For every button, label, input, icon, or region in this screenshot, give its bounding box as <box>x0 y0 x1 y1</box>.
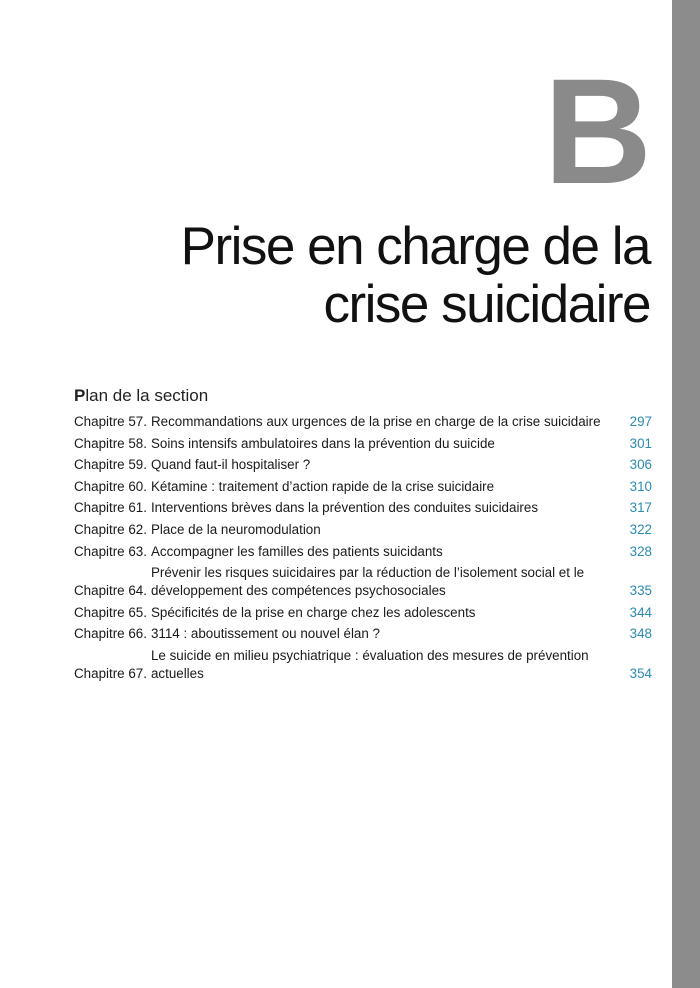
plan-heading-rest: lan de la section <box>85 386 209 405</box>
toc-entry-chapter-57[interactable] <box>74 413 652 431</box>
chapter-title: Soins intensifs ambulatoires dans la prévention du suicide <box>150 435 495 451</box>
chapter-page-number[interactable]: 354 <box>629 665 652 681</box>
section-title-line-1: Prise en charge de la <box>180 217 650 276</box>
toc-entry-chapter-61[interactable] <box>74 499 652 517</box>
toc-entry-chapter-63[interactable] <box>74 543 652 561</box>
toc-entry-chapter-60[interactable] <box>74 478 652 496</box>
chapter-label: Chapitre 63. <box>74 543 147 559</box>
plan-heading <box>74 386 208 406</box>
table-of-contents <box>74 413 652 687</box>
chapter-title: Place de la neuromodulation <box>150 521 321 537</box>
toc-entry-chapter-58[interactable] <box>74 435 652 453</box>
chapter-title: Le suicide en milieu psychiatrique : évaluation des mesures de prévention actuelles <box>150 647 589 681</box>
plan-heading-initial: P <box>74 386 86 405</box>
chapter-page-number[interactable]: 344 <box>629 604 652 620</box>
chapter-page-number[interactable]: 301 <box>629 435 652 451</box>
chapter-title: Interventions brèves dans la prévention des conduites suicidaires <box>150 500 539 516</box>
toc-entry-chapter-66[interactable] <box>74 625 652 643</box>
toc-entry-chapter-65[interactable] <box>74 604 652 622</box>
chapter-page-number[interactable]: 306 <box>629 457 652 473</box>
chapter-page-number[interactable]: 310 <box>629 478 652 494</box>
chapter-label: Chapitre 58. <box>74 435 147 451</box>
chapter-page-number[interactable]: 335 <box>629 583 652 599</box>
toc-entry-chapter-67[interactable] <box>74 647 652 683</box>
chapter-title: Spécificités de la prise en charge chez les adolescents <box>150 604 476 620</box>
chapter-label: Chapitre 57. <box>74 414 147 429</box>
chapter-page-number[interactable]: 328 <box>629 543 652 559</box>
section-title-line-2: crise suicidaire <box>323 275 650 334</box>
section-letter: B <box>543 47 650 215</box>
toc-entry-chapter-59[interactable] <box>74 456 652 474</box>
chapter-label: Chapitre 62. <box>74 521 147 537</box>
chapter-label: Chapitre 61. <box>74 500 147 516</box>
chapter-title: Quand faut-il hospitaliser ? <box>150 457 311 473</box>
chapter-label: Chapitre 65. <box>74 604 147 620</box>
chapter-page-number[interactable]: 322 <box>629 521 652 537</box>
chapter-label: Chapitre 59. <box>74 457 147 473</box>
chapter-title: Kétamine : traitement d’action rapide de la crise suicidaire <box>150 478 495 494</box>
chapter-title: 3114 : aboutissement ou nouvel élan ? <box>150 626 380 642</box>
toc-entry-chapter-62[interactable] <box>74 521 652 539</box>
chapter-label: Chapitre 64. <box>74 583 147 599</box>
toc-entry-chapter-64[interactable] <box>74 564 652 600</box>
chapter-title: Recommandations aux urgences de la prise en charge de la crise suicidaire <box>150 414 601 429</box>
chapter-title: Accompagner les familles des patients suicidants <box>150 543 443 559</box>
section-side-bar <box>672 0 700 988</box>
chapter-page-number[interactable]: 297 <box>629 414 652 429</box>
chapter-label: Chapitre 66. <box>74 626 147 642</box>
chapter-page-number[interactable]: 348 <box>629 626 652 642</box>
section-title <box>90 218 650 334</box>
chapter-title: Prévenir les risques suicidaires par la réduction de l’isolement social et le développement des compétences psychosociales <box>150 565 585 599</box>
chapter-label: Chapitre 67. <box>74 665 147 681</box>
chapter-page-number[interactable]: 317 <box>629 500 652 516</box>
chapter-label: Chapitre 60. <box>74 478 147 494</box>
